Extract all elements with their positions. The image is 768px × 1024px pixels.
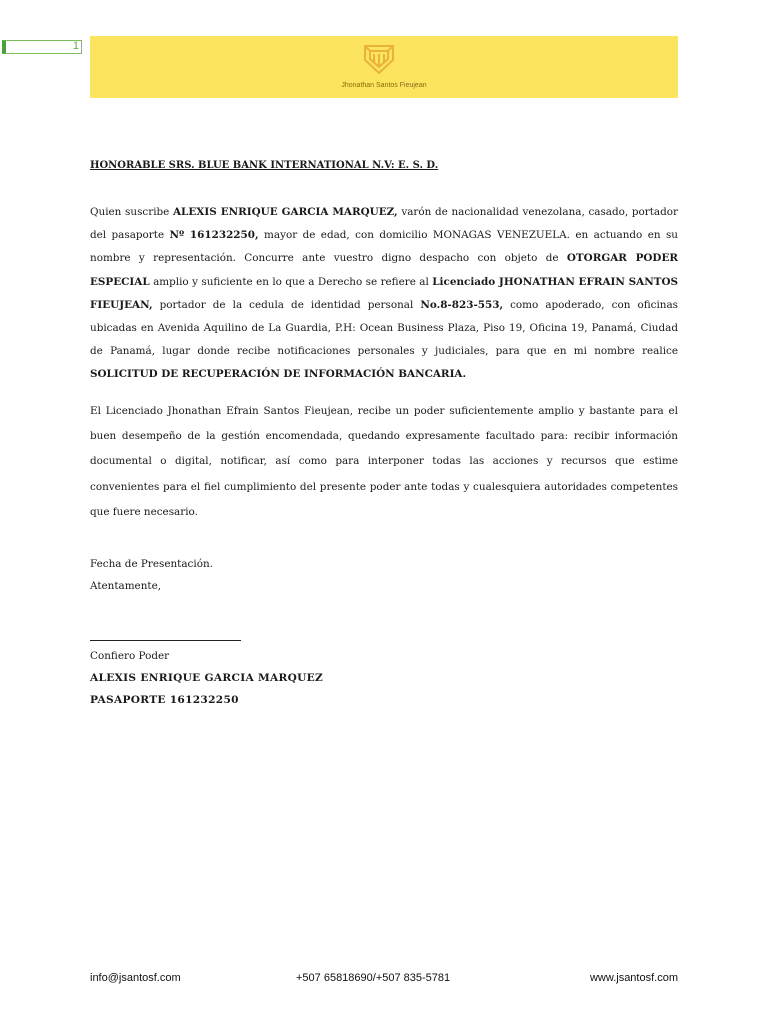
brand-name: Jhonathan Santos Fieujean (341, 82, 427, 89)
signer-passport: PASAPORTE 161232250 (90, 694, 239, 706)
closing-block (90, 553, 678, 597)
signature-line (90, 640, 241, 641)
p1-text-2: varón de nacionalidad venezolana, casado, portador del pasaporte (90, 206, 678, 242)
special-power-phrase: OTORGAR PODER ESPECIAL (90, 252, 678, 288)
paragraph-powers-granted: El Licenciado Jhonathan Efrain Santos Fieujean, recibe un poder suficientemente amplio y bastante para el buen desempeño de la gestión encomendada, quedando expresamente facultado para: recibir información documental o digital, notificar, así como para interponer todas las acciones y recursos que estime convenientes para el fiel cumplimiento del presente poder ante todas y cualesquiera autoridades competentes que fuere necesario. (90, 405, 678, 518)
page-number: 1 (72, 40, 79, 52)
id-number: No.8-823-553, (420, 298, 504, 311)
signature-caption: Confiero Poder (90, 650, 170, 662)
p1-text-5: portador de la cedula de identidad personal (152, 298, 421, 311)
p1-text-1: Quien suscribe (90, 206, 173, 218)
paragraph-grant-of-power (90, 201, 678, 387)
footer-contact (90, 972, 678, 990)
letterhead-banner (90, 36, 678, 98)
presentation-date-label: Fecha de Presentación. (90, 558, 213, 570)
page-number-tab (2, 40, 82, 54)
footer-phone: +507 65818690/+507 835-5781 (296, 972, 451, 984)
p1-text-3: mayor de edad, con domicilio MONAGAS VENEZUELA. en actuando en su nombre y representación. Concurre ante vuestro digno despacho con objeto de (90, 229, 678, 265)
request-subject: SOLICITUD DE RECUPERACIÓN DE INFORMACIÓN BANCARIA. (90, 368, 467, 381)
signer-name: ALEXIS ENRIQUE GARCIA MARQUEZ (90, 672, 324, 684)
passport-number: Nº 161232250, (169, 229, 259, 242)
shield-emblem-icon (362, 42, 396, 76)
footer-email: info@jsantosf.com (90, 972, 181, 984)
regards-line: Atentamente, (90, 580, 162, 592)
footer-website: www.jsantosf.com (589, 972, 678, 984)
grantor-name: ALEXIS ENRIQUE GARCIA MARQUEZ, (173, 206, 398, 218)
attorney-name: Licenciado JHONATHAN EFRAIN SANTOS FIEUJEAN, (90, 275, 678, 311)
addressee-line: HONORABLE SRS. BLUE BANK INTERNATIONAL N.V: E. S. D. (90, 160, 439, 171)
p1-text-6: como apoderado, con oficinas ubicadas en Avenida Aquilino de La Guardia, P.H: Ocean Business Plaza, Piso 19, Oficina 19, Panamá, Ciudad de Panamá, lugar donde recibe notificaciones personales y judiciales, para que en mi nombre realice (90, 298, 678, 358)
p1-text-4: amplio y suficiente en lo que a Derecho se refiere al (149, 275, 433, 288)
signature-block (90, 645, 678, 711)
